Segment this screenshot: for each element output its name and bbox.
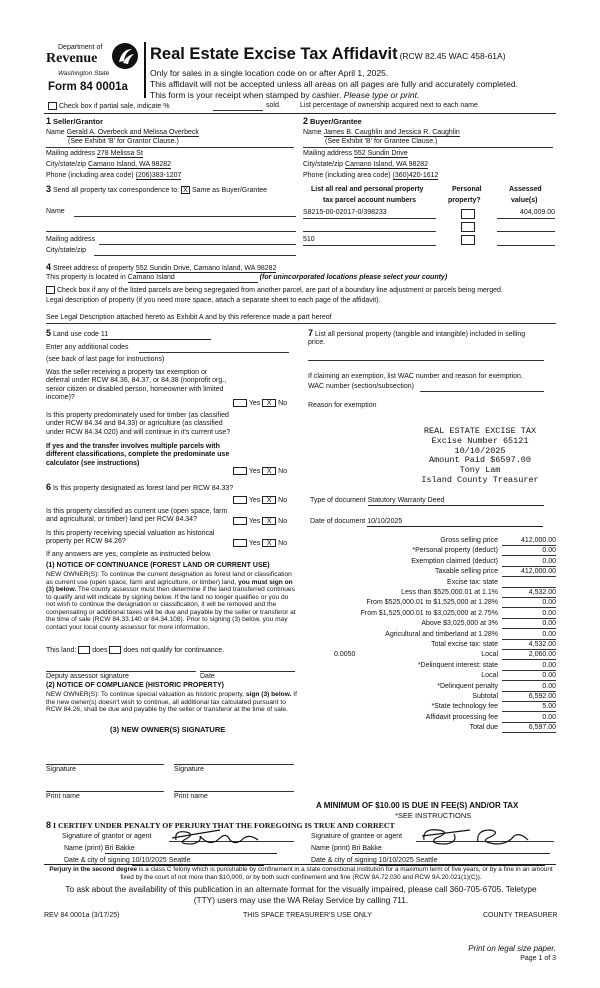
grantee-print-name[interactable]: Bri Bakke	[352, 845, 550, 854]
tax-row-amount[interactable]: 0.00	[502, 620, 556, 629]
tax-row-label: Taxable selling price	[434, 568, 498, 576]
tax-row	[310, 641, 556, 651]
header	[44, 40, 556, 100]
dept-state: Washington State	[58, 70, 110, 77]
form-citation: (RCW 82.45 WAC 458-61A)	[399, 51, 506, 61]
current-use-no-checkbox[interactable]: X	[262, 517, 276, 525]
buyer-section: 2 Buyer/Grantee Name James B. Caughlin and Jessica R. Caughlin (See Exhibit 'B' for Grantee Clause.) Mailing address 552 Sundin Drive City/state/zip Camano Island, WA 98282 Phone (including area code) (360)420-1612	[303, 116, 556, 196]
accessibility-notice-1: To ask about the availability of this publication in an alternate format for the visually impaired, please call 360-705-6705. Teletype	[65, 884, 537, 894]
tax-row-amount[interactable]: 0.00	[502, 558, 556, 567]
tax-row-label: From $1,525,000.01 to $3,025,000 at 2.75%	[360, 609, 498, 617]
tax-row-amount[interactable]: 6,597.00	[502, 724, 556, 733]
partial-sale-row: Check box if partial sale, indicate % sold. List percentage of ownership acquired next to each name.	[48, 102, 556, 112]
buyer-city[interactable]: Camano Island, WA 98282	[345, 161, 429, 168]
exemption-yes-checkbox[interactable]	[233, 399, 247, 407]
tax-row-amount[interactable]	[502, 579, 556, 588]
tax-row	[310, 724, 556, 734]
land-does-checkbox[interactable]	[78, 646, 90, 654]
tax-row-amount[interactable]: 4,532.00	[502, 589, 556, 598]
seller-phone[interactable]: (206)383-1207	[135, 172, 182, 179]
grantor-date-city[interactable]: 10/10/2025 Seattle	[132, 857, 264, 866]
document-info: Type of document Statutory Warranty Deed Date of document 10/10/2025	[310, 497, 556, 537]
form-number: Form 84 0001a	[48, 81, 128, 93]
tax-row-amount[interactable]: 2,060.00	[502, 651, 556, 660]
tax-row	[310, 662, 556, 672]
tax-row	[310, 693, 556, 703]
tax-row-amount[interactable]: 0.00	[502, 547, 556, 556]
tax-row-label: Total excise tax: state	[431, 641, 498, 648]
tax-row	[310, 599, 556, 609]
grantor-print-name[interactable]: Bri Bakke	[105, 845, 277, 854]
tax-row-label: Subtotal	[472, 693, 498, 700]
tax-row	[310, 547, 556, 557]
tax-row	[310, 579, 556, 589]
tax-row-amount[interactable]: 0.00	[502, 662, 556, 671]
tax-row-amount[interactable]: 5.00	[502, 703, 556, 712]
treasurer-use-only: THIS SPACE TREASURER'S USE ONLY	[243, 912, 372, 919]
new-owner-signatures: Signature Signature Print name Print name	[44, 760, 300, 810]
header-sub3: This form is your receipt when stamped by cashier. Please type or print.	[150, 90, 420, 100]
accessibility-notice-2: (TTY) users may use the WA Relay Service by calling 711.	[193, 895, 409, 905]
seller-mailing[interactable]: 278 Melissa St	[96, 150, 143, 157]
header-sub2: This affidavit will not be accepted unless all areas on all pages are fully and accurately completed.	[150, 79, 518, 89]
partial-sale-checkbox[interactable]	[48, 102, 57, 110]
same-as-buyer-checkbox[interactable]: X	[181, 186, 190, 194]
timber-no-checkbox[interactable]: X	[262, 467, 276, 475]
dept-line1: Department of	[58, 44, 103, 51]
grantee-date-city[interactable]: 10/10/2025 Seattle	[379, 857, 545, 866]
assessed-value-1[interactable]: 404,009.00	[519, 209, 555, 216]
land-does-not-checkbox[interactable]	[109, 646, 121, 654]
parcel-table: List all real and personal property tax parcel account numbers Personal property? Assessed value(s) S8215-00-02017-0/398233 404,009.00 510	[303, 184, 556, 264]
tax-row-label: Total due	[469, 724, 498, 732]
county-treasurer: COUNTY TREASURER	[483, 912, 558, 919]
tax-row-amount[interactable]: 4,532.00	[502, 641, 556, 650]
tax-row	[310, 620, 556, 630]
title-row	[150, 45, 506, 65]
historic-no-checkbox[interactable]: X	[262, 539, 276, 547]
tax-row	[310, 631, 556, 641]
tax-row-amount[interactable]: 412,000.00	[502, 537, 556, 546]
property-location[interactable]: Camano Island	[128, 274, 258, 283]
perjury-notice: Perjury in the second degree is a class C felony which is punishable by confinement in a state correctional institution for a maximum term of five years, or by a fine in an amount fixed by the court of not more than $10,000, or by both such confinement and fine (RCW 9A.72.030 and RCW 9A.20.021(1)(C)).	[49, 866, 553, 881]
tax-row	[310, 672, 556, 682]
seller-city[interactable]: Camano Island, WA 98282	[88, 161, 172, 168]
tax-row	[310, 703, 556, 713]
buyer-mailing[interactable]: 552 Sundin Drive	[353, 150, 408, 157]
tax-row-label: *Delinquent interest: state	[417, 661, 498, 669]
historic-yes-checkbox[interactable]	[233, 539, 247, 547]
tax-row-amount[interactable]: 0.00	[502, 631, 556, 640]
tax-row	[310, 589, 556, 599]
tax-row-label: Affidavit processing fee	[425, 713, 498, 721]
current-use-yes-checkbox[interactable]	[233, 517, 247, 525]
tax-row-amount[interactable]: 6,592.00	[502, 693, 556, 702]
section-7: 7 List all personal property (tangible and intangible) included in selling price. If claiming an exemption, list WAC number and reason for exemption. WAC number (section/subsection) Reason for exemption	[308, 328, 556, 418]
header-divider	[144, 42, 146, 98]
treasurer-stamp: REAL ESTATE EXCISE TAX Excise Number 65121 10/10/2025 Amount Paid $6597.00 Tony Lam Island County Treasurer	[421, 426, 539, 485]
form-title: Real Estate Excise Tax Affidavit	[150, 45, 398, 63]
parcel-number-2[interactable]: 510	[303, 236, 315, 243]
tax-row-label: Local	[481, 672, 498, 680]
seller-name[interactable]: Gerald A. Overbeck and Melissa Overbeck	[66, 129, 199, 136]
dor-logo-icon	[110, 41, 140, 71]
tax-row-label: Excise tax: state	[447, 578, 498, 586]
tax-row-label: *Personal property (deduct)	[412, 547, 498, 555]
section-6: 6 Is this property designated as forest land per RCW 84.33? Yes X No Is this property classified as current use (open space, farm and agricultural, or timber) land per RCW 84.34? Yes X No Is this property receiving special valuation as historical property per RCW 84.26? Yes X No If any answers are yes, complete as instructed below. (1) NOTICE OF CONTINUANCE (FOREST LAND OR CURRENT USE) NEW OWNER(S): To continue the current designation as forest land or classification as current use (open space, farm and agriculture, or timber) land, you must sign on (3) below. The county assessor must then determine if the land transferred continues to qualify and will indicate by signing below. If the land no longer qualifies or you do not wish to continue the designation or classification, it will be removed and the compensating or additional taxes will be due and payable by the seller or transferor at the time of sale (RCW 84.33.140 or 84.34.108). Prior to signing (3) below, you may contact your local county assessor for more information. This land: does does not qualify for continuance. Deputy assessor signature Date (2) NOTICE OF COMPLIANCE (HISTORIC PROPERTY) NEW OWNER(S): To continue special valuation as historic property, sign (3) below. If the new owner(s) doesn't wish to continue, all additional tax calculated pursuant to RCW 84.26, shall be due and payable by the seller or transferor at the time of sale. (3) NEW OWNER(S) SIGNATURE	[46, 482, 297, 734]
document-type[interactable]: Statutory Warranty Deed	[368, 497, 544, 506]
section-4: 4 Street address of property 552 Sundin Drive, Camano Island, WA 98282 This property is located in Camano Island (for unincorporated locations please select your county) Check box if any of the listed parcels are being segregated from another parcel, are part of a boundary line adjustment or parcels being merged. Legal description of property (if you need more space, attach a separate sheet to each page of the affidavit). See Legal Description attached hereto as Exhibit A and by this reference made a part hereof	[44, 262, 556, 324]
forest-no-checkbox[interactable]: X	[262, 496, 276, 504]
tax-row	[310, 568, 556, 578]
see-instructions: *SEE INSTRUCTIONS	[395, 811, 472, 820]
buyer-name[interactable]: James B. Caughlin and Jessica R. Caughlin	[323, 129, 460, 136]
land-use-code[interactable]: 11	[101, 331, 211, 340]
tax-row-label: Local	[481, 651, 498, 659]
tax-row-label: Above $3,025,000 at 3%	[421, 620, 498, 628]
tax-row-label: From $525,000.01 to $1,525,000 at 1.28%	[366, 599, 498, 607]
tax-row-amount[interactable]: 0.00	[502, 599, 556, 608]
section-3: 3 Send all property tax correspondence to: X Same as Buyer/Grantee Name Mailing address City/state/zip	[44, 184, 298, 264]
legal-paper-note: Print on legal size paper.	[468, 944, 556, 953]
personal-property-checkbox-2[interactable]	[461, 222, 475, 232]
section-5: 5 Land use code 11 Enter any additional codes (see back of last page for instructions) Was the seller receiving a property tax exemption or deferral under RCW 84.36, 84.37, or 84.38 (nonprofit org., senior citizen or disabled person, homeowner with limited income)? Yes X No Is this property predominately used for timber (as classified under RCW 84.34 and 84.33) or agriculture (as classified under RCW 84.34.020) and will continue in it's current use? If yes and the transfer involves multiple parcels with different classifications, complete the predominate use calculator (see instructions) Yes X No	[46, 328, 288, 475]
grantee-signature-icon[interactable]	[418, 824, 538, 850]
parcel-number-1[interactable]: S8215-00-02017-0/398233	[303, 209, 387, 216]
tax-row	[310, 683, 556, 693]
tax-row-amount[interactable]: 0.00	[502, 610, 556, 619]
buyer-phone[interactable]: (360)420-1612	[392, 172, 439, 179]
personal-property-checkbox-3[interactable]	[461, 235, 475, 245]
tax-row-amount[interactable]: 0.00	[502, 683, 556, 692]
tax-row-label: Exemption claimed (deduct)	[411, 557, 498, 565]
minimum-due: A MINIMUM OF $10.00 IS DUE IN FEE(S) AND/OR TAX	[316, 801, 519, 810]
dept-name: Revenue	[46, 51, 98, 66]
timber-yes-checkbox[interactable]	[233, 467, 247, 475]
tax-row-amount[interactable]: 412,000.00	[502, 568, 556, 577]
section-8: 8 I CERTIFY UNDER PENALTY OF PERJURY THAT THE FOREGOING IS TRUE AND CORRECT Signature of grantor or agent Name (print) Bri Bakke Date & city of signing 10/10/2025 Seattle Signature of grantee or agent Name (print) Bri Bakke Date & city of signing 10/10/2025 Seattle	[44, 820, 556, 860]
tax-row	[310, 558, 556, 568]
tax-row	[310, 537, 556, 547]
local-tax-rate[interactable]: 0.0050	[334, 651, 356, 659]
forest-yes-checkbox[interactable]	[233, 496, 247, 504]
personal-property-checkbox-1[interactable]	[461, 209, 475, 219]
tax-row-amount[interactable]: 0.00	[502, 672, 556, 681]
tax-row	[310, 651, 556, 661]
form-revision: REV 84 0001a (3/17/25)	[44, 912, 120, 919]
exemption-no-checkbox[interactable]: X	[262, 399, 276, 407]
page-number: Page 1 of 3	[520, 955, 556, 962]
header-sub1: Only for sales in a single location code on or after April 1, 2025.	[150, 68, 389, 78]
grantor-signature-icon[interactable]	[170, 826, 265, 850]
tax-row-amount[interactable]: 0.00	[502, 714, 556, 723]
tax-row	[310, 610, 556, 620]
tax-row-label: Less than $525,000.01 at 1.1%	[401, 589, 498, 596]
legal-description[interactable]: See Legal Description attached hereto as Exhibit A and by this reference made a part hereof	[46, 314, 332, 321]
tax-row-label: Gross selling price	[440, 537, 498, 544]
segregated-checkbox[interactable]	[46, 286, 55, 294]
tax-row	[310, 714, 556, 724]
property-street-address[interactable]: 552 Sundin Drive, Camano Island, WA 98282	[135, 265, 277, 272]
seller-section: 1 Seller/Grantor Name Gerald A. Overbeck and Melissa Overbeck (See Exhibit 'B' for Grantor Clause.) Mailing address 278 Melissa St City/state/zip Camano Island, WA 98282 Phone (including area code) (206)383-1207	[44, 116, 298, 196]
tax-row-label: Agricultural and timberland at 1.28%	[385, 630, 498, 638]
document-date[interactable]: 10/10/2025	[367, 518, 543, 527]
tax-row-label: *State technology fee	[431, 703, 498, 711]
tax-row-label: *Delinquent penalty	[437, 682, 498, 690]
